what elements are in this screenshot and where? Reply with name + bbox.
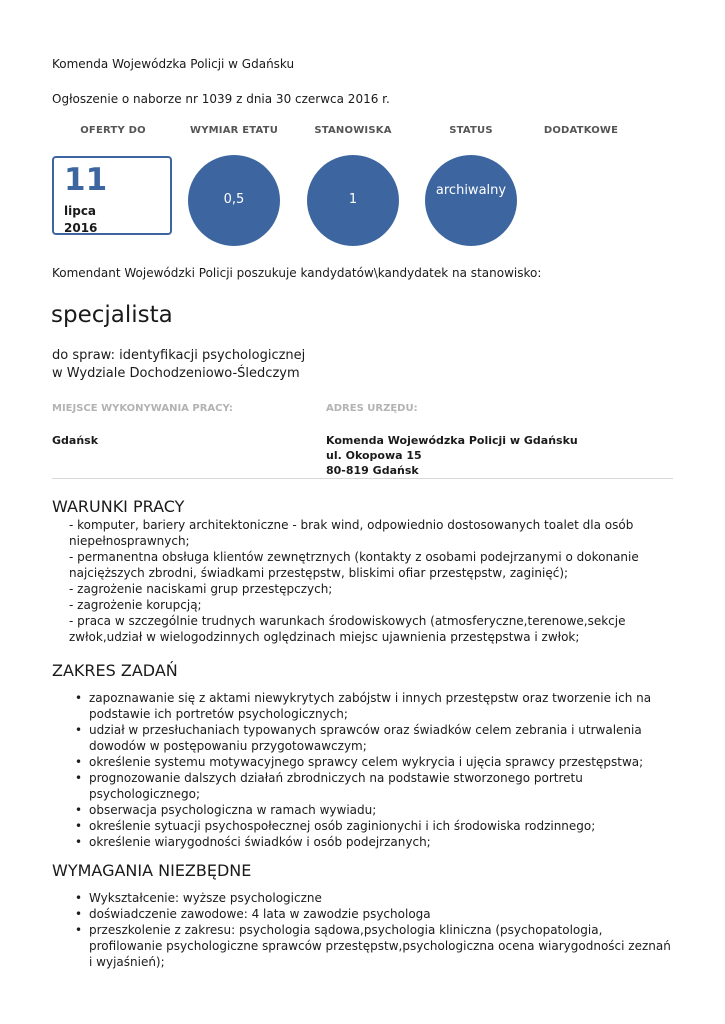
list-item: - permanentna obsługa klientów zewnętrznych (kontakty z osobami podejrzanymi o dokonanie najcięższych zbrodni, świadkami przestępstw, bliskimi ofiar przestępstw, zaginięć); xyxy=(69,550,639,580)
list-item: • Wykształcenie: wyższe psychologiczne xyxy=(75,891,322,905)
label-oferty-do: OFERTY DO xyxy=(80,125,146,136)
zakres-heading: ZAKRES ZADAŃ xyxy=(52,661,178,680)
list-item: • określenie systemu motywacyjnego sprawcy celem wykrycia i ujęcia sprawcy przestępstwa; xyxy=(75,755,644,769)
list-item: • przeszkolenie z zakresu: psychologia sądowa,psychologia kliniczna (psychopatologia, profilowanie psychologiczne sprawców przestępstw,psychologiczna ocena wiarygodności zeznań i wyjaśnień); xyxy=(75,923,671,969)
etat-value: 0,5 xyxy=(223,192,245,207)
position-line-2: w Wydziale Dochodzeniowo-Śledczym xyxy=(52,366,300,381)
bullet-icon: • xyxy=(75,819,83,833)
position-description xyxy=(52,347,305,383)
stanowiska-value: 1 xyxy=(348,192,358,207)
bullet-icon: • xyxy=(75,891,83,905)
announcement-title: Ogłoszenie o naborze nr 1039 z dnia 30 czerwca 2016 r. xyxy=(52,92,390,106)
bullet-icon: • xyxy=(75,723,83,737)
list-item: • zapoznawanie się z aktami niewykrytych zabójstw i innych przestępstw oraz tworzenie ich na podstawie ich portretów psychologicznych; xyxy=(75,691,652,721)
deadline-day: 11 xyxy=(64,162,108,198)
wymagania-list xyxy=(73,890,673,970)
list-item: - komputer, bariery architektoniczne - brak wind, odpowiednio dostosowanych toalet dla osób niepełnosprawnych; xyxy=(69,518,634,548)
bullet-icon: • xyxy=(75,691,83,705)
intro-text: Komendant Wojewódzki Policji poszukuje kandydatów\kandydatek na stanowisko: xyxy=(52,266,542,280)
position-line-1: do spraw: identyfikacji psychologicznej xyxy=(52,348,306,363)
zakres-list xyxy=(73,690,673,850)
list-item: • doświadczenie zawodowe: 4 lata w zawodzie psychologa xyxy=(75,907,431,921)
label-dodatkowe: DODATKOWE xyxy=(543,125,619,136)
bullet-icon: • xyxy=(75,755,83,769)
bullet-icon: • xyxy=(75,771,83,785)
deadline-date-box xyxy=(52,156,172,235)
list-item: • określenie wiarygodności świadków i osób podejrzanych; xyxy=(75,835,431,849)
bullet-icon: • xyxy=(75,803,83,817)
etat-circle xyxy=(188,155,280,246)
status-value: archiwalny xyxy=(435,183,507,198)
list-item: - zagrożenie korupcją; xyxy=(69,598,202,612)
bullet-icon: • xyxy=(75,907,83,921)
address-line-3: 80-819 Gdańsk xyxy=(326,464,419,477)
list-item: • prognozowanie dalszych działań zbrodniczych na podstawie stworzonego portretu psychologicznego; xyxy=(75,771,583,801)
wymagania-heading: WYMAGANIA NIEZBĘDNE xyxy=(52,861,252,880)
place-label: MIEJSCE WYKONYWANIA PRACY: xyxy=(52,403,233,414)
list-item: • obserwacja psychologiczna w ramach wywiadu; xyxy=(75,803,377,817)
label-wymiar-etatu: WYMIAR ETATU xyxy=(189,125,279,136)
status-circle xyxy=(425,155,517,246)
bullet-icon: • xyxy=(75,835,83,849)
office-address xyxy=(326,433,578,478)
list-item: • określenie sytuacji psychospołecznej osób zaginionychi i ich środowiska rodzinnego; xyxy=(75,819,596,833)
list-item: - praca w szczególnie trudnych warunkach środowiskowych (atmosferyczne,terenowe,sekcje zwłok,udział w wielogodzinnych oględzinach miejsc ujawnienia przestępstwa i zwłok; xyxy=(69,614,626,644)
deadline-year: 2016 xyxy=(64,221,98,235)
warunki-heading: WARUNKI PRACY xyxy=(52,497,185,516)
organization-name: Komenda Wojewódzka Policji w Gdańsku xyxy=(52,57,295,71)
list-item: • udział w przesłuchaniach typowanych sprawców oraz świadków celem zebrania i utrwalenia dowodów w postępowaniu przygotowawczym; xyxy=(75,723,642,753)
list-item: - zagrożenie naciskami grup przestępczych; xyxy=(69,582,333,596)
address-label: ADRES URZĘDU: xyxy=(326,403,418,414)
warunki-list xyxy=(69,517,669,645)
deadline-month: lipca xyxy=(64,204,97,218)
bullet-icon: • xyxy=(75,923,83,937)
address-line-2: ul. Okopowa 15 xyxy=(326,449,422,462)
label-status: STATUS xyxy=(449,125,493,136)
section-divider xyxy=(52,478,673,479)
label-stanowiska: STANOWISKA xyxy=(314,125,392,136)
stanowiska-circle xyxy=(307,155,399,246)
address-line-1: Komenda Wojewódzka Policji w Gdańsku xyxy=(326,434,578,447)
position-title: specjalista xyxy=(51,302,173,328)
place-value: Gdańsk xyxy=(52,434,99,447)
